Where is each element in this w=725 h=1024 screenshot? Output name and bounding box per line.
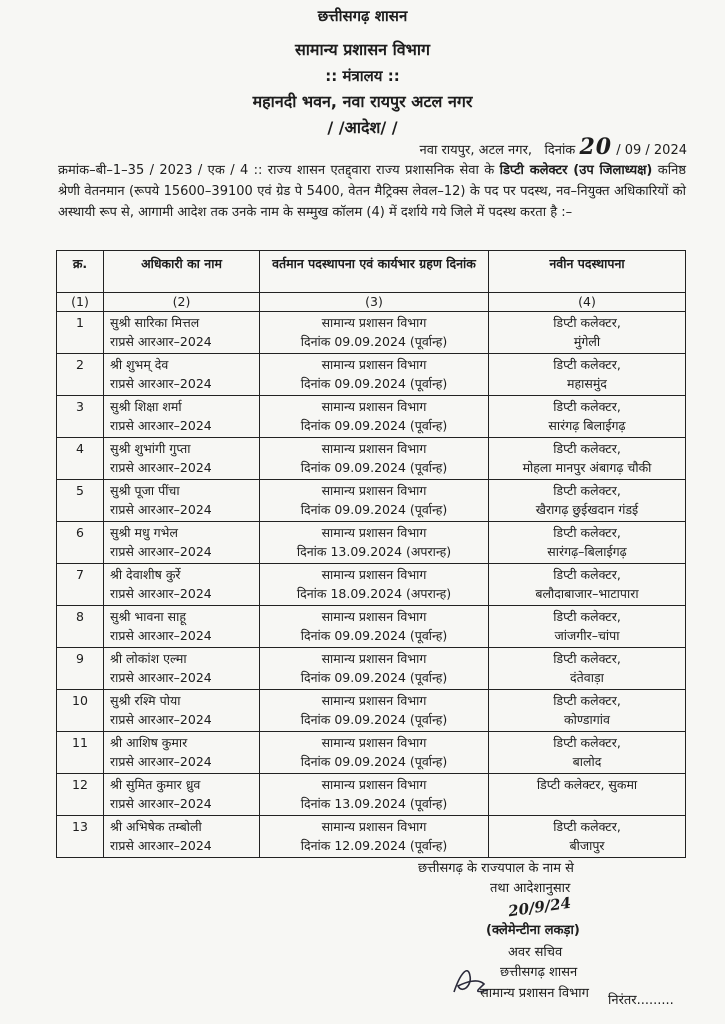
- officer-name-batch: राप्रसे आरआर–2024: [110, 376, 212, 391]
- officer-name-cell: [104, 732, 260, 774]
- new-posting-post: डिप्टी कलेक्टर,: [553, 525, 621, 540]
- current-posting-dept: सामान्य प्रशासन विभाग: [321, 819, 427, 834]
- current-posting-cell: [260, 606, 489, 648]
- signature-line-1: छत्तीसगढ़ के राज्यपाल के नाम से: [418, 861, 574, 876]
- new-posting-post: डिप्टी कलेक्टर,: [553, 735, 621, 750]
- col-header-new-posting: नवीन पदस्थापना: [489, 251, 686, 293]
- signature-line-2: तथा आदेशानुसार: [490, 881, 571, 896]
- new-posting-district: कोण्डागांव: [564, 712, 610, 727]
- new-posting-post: डिप्टी कलेक्टर,: [553, 693, 621, 708]
- col-number: (2): [104, 293, 260, 312]
- officer-name-batch: राप्रसे आरआर–2024: [110, 502, 212, 517]
- serial-cell: [57, 606, 104, 648]
- new-posting-district: बीजापुर: [569, 838, 605, 853]
- serial-no: 9: [76, 651, 84, 666]
- officer-name-name: श्री अभिषेक तम्बोली: [110, 819, 202, 834]
- officer-name-cell: [104, 774, 260, 816]
- officer-name-batch: राप्रसे आरआर–2024: [110, 544, 212, 559]
- current-posting-dept: सामान्य प्रशासन विभाग: [321, 735, 427, 750]
- officer-name-name: सुश्री भावना साहू: [110, 609, 186, 624]
- current-posting-cell: [260, 312, 489, 354]
- new-posting-district: मुंगेली: [573, 334, 601, 349]
- new-posting-district: दंतेवाड़ा: [570, 670, 604, 685]
- table-row: [57, 816, 686, 858]
- current-posting-dept: सामान्य प्रशासन विभाग: [321, 525, 427, 540]
- serial-cell: [57, 774, 104, 816]
- serial-cell: [57, 816, 104, 858]
- serial-no: 4: [76, 441, 84, 456]
- current-posting-date: दिनांक 09.09.2024 (पूर्वान्ह): [300, 670, 448, 685]
- current-posting-date: दिनांक 09.09.2024 (पूर्वान्ह): [300, 334, 448, 349]
- office-address: महानदी भवन, नवा रायपुर अटल नगर: [252, 92, 473, 111]
- col-number: (4): [489, 293, 686, 312]
- current-posting-date: दिनांक 13.09.2024 (अपरान्ह): [296, 544, 452, 559]
- current-posting-dept: सामान्य प्रशासन विभाग: [321, 651, 427, 666]
- signatory-designation: अवर सचिव: [508, 945, 563, 960]
- table-row: [57, 648, 686, 690]
- serial-cell: [57, 438, 104, 480]
- officer-name-cell: [104, 690, 260, 732]
- current-posting-cell: [260, 774, 489, 816]
- order-dateline: [420, 134, 688, 160]
- serial-cell: [57, 396, 104, 438]
- officer-name-name: सुश्री पूजा पींचा: [110, 483, 180, 498]
- serial-no: 8: [76, 609, 84, 624]
- serial-no: 12: [72, 777, 88, 792]
- table-column-numbers-row: [57, 293, 686, 312]
- new-posting-cell: [489, 438, 686, 480]
- officer-name-batch: राप्रसे आरआर–2024: [110, 460, 212, 475]
- order-body-part1: क्रमांक–बी–1–35 / 2023 / एक / 4 :: राज्य शासन एतद्द्वारा राज्य प्रशासनिक सेवा के: [58, 163, 500, 178]
- signature-initials-handwritten: 20/9/24: [507, 893, 573, 921]
- col-header-serial: क्र.: [57, 251, 104, 293]
- new-posting-post: डिप्टी कलेक्टर,: [553, 357, 621, 372]
- new-posting-post: डिप्टी कलेक्टर,: [553, 567, 621, 582]
- officer-name-cell: [104, 438, 260, 480]
- new-posting-post: डिप्टी कलेक्टर,: [553, 483, 621, 498]
- date-label: दिनांक: [544, 143, 576, 158]
- col-number: (1): [57, 293, 104, 312]
- officer-name-batch: राप्रसे आरआर–2024: [110, 838, 212, 853]
- current-posting-dept: सामान्य प्रशासन विभाग: [321, 441, 427, 456]
- table-row: [57, 438, 686, 480]
- table-row: [57, 564, 686, 606]
- order-place: नवा रायपुर, अटल नगर,: [419, 143, 533, 158]
- order-heading: / /आदेश/ /: [327, 118, 398, 137]
- signatory-office-2: सामान्य प्रशासन विभाग: [480, 986, 589, 1001]
- new-posting-cell: [489, 732, 686, 774]
- signatory-office-1: छत्तीसगढ़ शासन: [500, 965, 578, 980]
- current-posting-cell: [260, 438, 489, 480]
- current-posting-date: दिनांक 18.09.2024 (अपरान्ह): [296, 586, 452, 601]
- serial-cell: [57, 732, 104, 774]
- table-row: [57, 480, 686, 522]
- date-day-handwritten: 20: [579, 134, 613, 160]
- table-row: [57, 732, 686, 774]
- serial-no: 5: [76, 483, 84, 498]
- serial-cell: [57, 648, 104, 690]
- new-posting-cell: [489, 354, 686, 396]
- table-row: [57, 354, 686, 396]
- officer-name-name: सुश्री शिक्षा शर्मा: [110, 399, 182, 414]
- new-posting-district: जांजगीर–चांपा: [554, 628, 620, 643]
- current-posting-dept: सामान्य प्रशासन विभाग: [321, 399, 427, 414]
- officer-name-batch: राप्रसे आरआर–2024: [110, 712, 212, 727]
- officer-name-cell: [104, 522, 260, 564]
- col-number: (3): [260, 293, 489, 312]
- current-posting-dept: सामान्य प्रशासन विभाग: [321, 315, 427, 330]
- officer-name-cell: [104, 480, 260, 522]
- department-title: सामान्य प्रशासन विभाग: [294, 40, 431, 59]
- col-header-name: अधिकारी का नाम: [104, 251, 260, 293]
- new-posting-cell: [489, 396, 686, 438]
- current-posting-date: दिनांक 09.09.2024 (पूर्वान्ह): [300, 502, 448, 517]
- current-posting-date: दिनांक 09.09.2024 (पूर्वान्ह): [300, 754, 448, 769]
- current-posting-cell: [260, 732, 489, 774]
- officer-name-batch: राप्रसे आरआर–2024: [110, 670, 212, 685]
- officer-name-name: श्री आशिष कुमार: [110, 735, 188, 750]
- serial-cell: [57, 312, 104, 354]
- table-row: [57, 522, 686, 564]
- officer-name-name: सुश्री सारिका मित्तल: [110, 315, 200, 330]
- table-row: [57, 606, 686, 648]
- serial-no: 11: [72, 735, 88, 750]
- serial-cell: [57, 522, 104, 564]
- current-posting-cell: [260, 396, 489, 438]
- new-posting-district: महासमुंद: [567, 376, 607, 391]
- current-posting-cell: [260, 354, 489, 396]
- new-posting-district: बलौदाबाजार–भाटापारा: [535, 586, 639, 601]
- new-posting-cell: [489, 816, 686, 858]
- order-body-part2: कनिष्ठ श्रेणी वेतनमान (रूपये 15600–39100 एवं ग्रेड पे 5400, वेतन मैट्रिक्स लेवल–12) के पद पर पदस्थ, नव–नियुक्त अधिकारियों को अस्थायी रूप से, आगामी आदेश तक उनके नाम के सम्मुख कॉलम (4) में दर्शाये गये जिले में पदस्थ करता है :–: [58, 163, 686, 220]
- new-posting-post: डिप्टी कलेक्टर,: [553, 441, 621, 456]
- new-posting-cell: [489, 480, 686, 522]
- order-body-post-bold: डिप्टी कलेक्टर (उप जिलाध्यक्ष): [499, 163, 653, 178]
- officer-name-batch: राप्रसे आरआर–2024: [110, 754, 212, 769]
- current-posting-date: दिनांक 09.09.2024 (पूर्वान्ह): [300, 628, 448, 643]
- officer-name-batch: राप्रसे आरआर–2024: [110, 796, 212, 811]
- new-posting-cell: [489, 648, 686, 690]
- officer-name-name: सुश्री मधु गभेल: [110, 525, 178, 540]
- current-posting-dept: सामान्य प्रशासन विभाग: [321, 609, 427, 624]
- new-posting-district: सारंगढ़–बिलाईगढ़: [547, 544, 627, 559]
- new-posting-post: डिप्टी कलेक्टर,: [553, 609, 621, 624]
- new-posting-cell: [489, 606, 686, 648]
- officer-name-batch: राप्रसे आरआर–2024: [110, 334, 212, 349]
- officer-name-cell: [104, 396, 260, 438]
- current-posting-dept: सामान्य प्रशासन विभाग: [321, 693, 427, 708]
- new-posting-post: डिप्टी कलेक्टर,: [553, 819, 621, 834]
- new-posting-post: डिप्टी कलेक्टर, सुकमा: [536, 777, 638, 792]
- current-posting-dept: सामान्य प्रशासन विभाग: [321, 567, 427, 582]
- date-month-year: / 09 / 2024: [616, 143, 687, 158]
- current-posting-date: दिनांक 09.09.2024 (पूर्वान्ह): [300, 712, 448, 727]
- signatory-name: (क्लेमेन्टीना लकड़ा): [486, 923, 580, 938]
- officer-name-cell: [104, 606, 260, 648]
- current-posting-cell: [260, 480, 489, 522]
- new-posting-district: मोहला मानपुर अंबागढ़ चौकी: [522, 460, 652, 475]
- current-posting-dept: सामान्य प्रशासन विभाग: [321, 483, 427, 498]
- new-posting-cell: [489, 522, 686, 564]
- current-posting-date: दिनांक 09.09.2024 (पूर्वान्ह): [300, 460, 448, 475]
- current-posting-date: दिनांक 09.09.2024 (पूर्वान्ह): [300, 418, 448, 433]
- current-posting-date: दिनांक 13.09.2024 (पूर्वान्ह): [300, 796, 448, 811]
- officer-name-cell: [104, 816, 260, 858]
- current-posting-cell: [260, 564, 489, 606]
- current-posting-date: दिनांक 09.09.2024 (पूर्वान्ह): [300, 376, 448, 391]
- new-posting-post: डिप्टी कलेक्टर,: [553, 651, 621, 666]
- current-posting-cell: [260, 816, 489, 858]
- serial-no: 3: [76, 399, 84, 414]
- officer-name-name: श्री सुमित कुमार ध्रुव: [110, 777, 201, 792]
- new-posting-cell: [489, 312, 686, 354]
- table-row: [57, 774, 686, 816]
- table-row: [57, 312, 686, 354]
- current-posting-dept: सामान्य प्रशासन विभाग: [321, 777, 427, 792]
- officer-name-name: श्री शुभम् देव: [110, 357, 169, 372]
- ministry-title: :: मंत्रालय ::: [325, 67, 400, 85]
- serial-no: 1: [76, 315, 84, 330]
- officer-name-cell: [104, 564, 260, 606]
- table-row: [57, 690, 686, 732]
- officer-name-name: श्री देवाशीष कुर्रे: [110, 567, 181, 582]
- officer-name-cell: [104, 648, 260, 690]
- current-posting-cell: [260, 690, 489, 732]
- continued-note: निरंतर.........: [608, 993, 674, 1008]
- serial-no: 7: [76, 567, 84, 582]
- table-row: [57, 396, 686, 438]
- new-posting-district: सारंगढ़ बिलाईगढ़: [548, 418, 626, 433]
- handwritten-signature: [448, 956, 494, 1000]
- new-posting-cell: [489, 690, 686, 732]
- officer-name-name: श्री लोकांश एल्मा: [110, 651, 187, 666]
- new-posting-cell: [489, 564, 686, 606]
- serial-cell: [57, 564, 104, 606]
- new-posting-post: डिप्टी कलेक्टर,: [553, 399, 621, 414]
- order-body: [58, 160, 686, 223]
- serial-no: 13: [72, 819, 88, 834]
- serial-no: 6: [76, 525, 84, 540]
- current-posting-cell: [260, 522, 489, 564]
- officer-name-batch: राप्रसे आरआर–2024: [110, 418, 212, 433]
- officer-name-batch: राप्रसे आरआर–2024: [110, 586, 212, 601]
- new-posting-post: डिप्टी कलेक्टर,: [553, 315, 621, 330]
- serial-no: 2: [76, 357, 84, 372]
- officer-name-name: सुश्री शुभांगी गुप्ता: [110, 441, 191, 456]
- new-posting-district: खैरागढ़ छुईखदान गंडई: [535, 502, 639, 517]
- officer-name-batch: राप्रसे आरआर–2024: [110, 628, 212, 643]
- officer-name-name: सुश्री रश्मि पोया: [110, 693, 181, 708]
- serial-cell: [57, 690, 104, 732]
- govt-title: छत्तीसगढ़ शासन: [317, 7, 408, 25]
- officer-name-cell: [104, 354, 260, 396]
- new-posting-district: बालोद: [572, 754, 602, 769]
- officer-name-cell: [104, 312, 260, 354]
- col-header-current-posting: वर्तमान पदस्थापना एवं कार्यभार ग्रहण दिनांक: [260, 251, 489, 293]
- current-posting-cell: [260, 648, 489, 690]
- serial-cell: [57, 354, 104, 396]
- new-posting-cell: [489, 774, 686, 816]
- current-posting-date: दिनांक 12.09.2024 (पूर्वान्ह): [300, 838, 448, 853]
- serial-cell: [57, 480, 104, 522]
- current-posting-dept: सामान्य प्रशासन विभाग: [321, 357, 427, 372]
- table-header-row: [57, 251, 686, 293]
- serial-no: 10: [72, 693, 88, 708]
- posting-table: [56, 250, 686, 858]
